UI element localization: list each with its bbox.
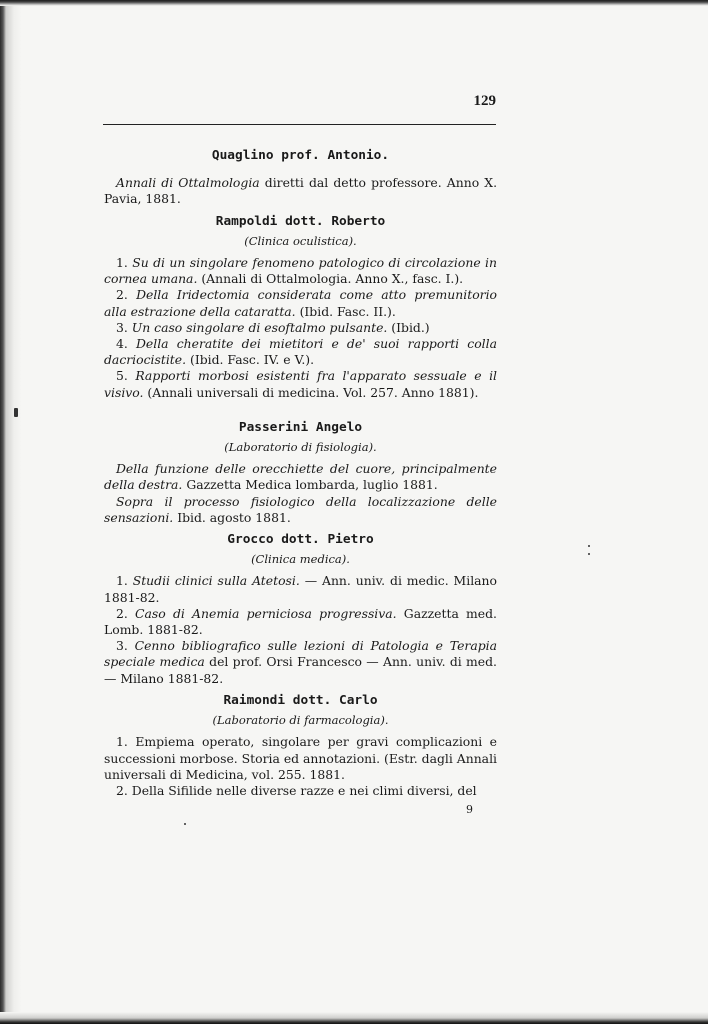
entry-rest: Gazzetta med. Lomb. 1881-82. bbox=[104, 605, 497, 638]
entry-number: 3. bbox=[116, 638, 135, 654]
bibliography-entry bbox=[104, 175, 497, 207]
section-quaglino bbox=[104, 148, 497, 208]
bibliography-entry bbox=[104, 494, 497, 526]
entry-title: Un caso singolare di esoftalmo pulsante. bbox=[131, 319, 388, 335]
entry-title: Rapporti morbosi esistenti fra l'apparato sessuale e il visivo. bbox=[104, 368, 497, 400]
entry-rest: diretti dal detto professore. Anno X. Pavia, 1881. bbox=[104, 175, 498, 207]
entry-rest: (Annali di Ottalmologia. Anno X., fasc. I.). bbox=[197, 271, 464, 287]
section-rampoldi bbox=[104, 214, 497, 401]
section-grocco bbox=[104, 532, 497, 687]
entry-title: Della Iridectomia considerata come atto premunitorio alla estrazione della cataratta. bbox=[104, 287, 497, 319]
entry-rest: (Annali universali di medicina. Vol. 257. Anno 1881). bbox=[143, 384, 479, 400]
ink-speck bbox=[14, 408, 18, 417]
ink-speck bbox=[588, 545, 590, 547]
section-heading: Quaglino prof. Antonio. bbox=[211, 148, 390, 163]
entry-number: 1. bbox=[116, 734, 136, 750]
bibliography-entry bbox=[104, 606, 497, 638]
entry-rest: Empiema operato, singolare per gravi complicazioni e successioni morbose. Storia ed annotazioni. (Estr. dagli Annali universali di Medicina, vol. 255. 1881. bbox=[104, 734, 498, 782]
entry-title: Cenno bibliografico sulle lezioni di Patologia e Terapia speciale medica bbox=[104, 638, 497, 670]
entry-title: Su di un singolare fenomeno patologico di circolazione in cornea umana. bbox=[104, 255, 497, 287]
bibliography-entry bbox=[104, 638, 497, 687]
bibliography-entry bbox=[104, 320, 497, 336]
bibliography-entry bbox=[104, 336, 497, 368]
entry-rest: — Ann. univ. di medic. Milano 1881-82. bbox=[104, 573, 497, 605]
bibliography-entry bbox=[104, 255, 497, 287]
entry-rest: (Ibid.) bbox=[387, 319, 430, 335]
entry-rest: del prof. Orsi Francesco — Ann. univ. di med. — Milano 1881-82. bbox=[104, 654, 498, 686]
section-heading: Rampoldi dott. Roberto bbox=[215, 213, 386, 229]
section-subtitle: (Laboratorio di farmacologia). bbox=[212, 713, 389, 728]
entry-rest: Ibid. agosto 1881. bbox=[173, 509, 291, 525]
entry-number: 5. bbox=[116, 368, 136, 384]
entry-title: Studii clinici sulla Atetosi. bbox=[132, 573, 300, 589]
bibliography-entry bbox=[104, 461, 497, 493]
section-heading: Grocco dott. Pietro bbox=[227, 532, 374, 548]
section-heading: Passerini Angelo bbox=[238, 419, 363, 435]
entry-title: Della cheratite dei mietitori e de' suoi rapporti colla dacriocistite. bbox=[104, 336, 498, 368]
ink-speck bbox=[184, 823, 186, 825]
bibliography-entry bbox=[104, 368, 497, 400]
entry-number: 2. bbox=[116, 287, 137, 303]
bibliography-entry bbox=[104, 734, 497, 783]
entry-title: Della funzione delle orecchiette del cuore, principalmente della destra. bbox=[104, 461, 497, 493]
entry-title: Annali di Ottalmologia bbox=[116, 175, 260, 191]
ink-speck bbox=[588, 553, 590, 555]
section-subtitle: (Clinica medica). bbox=[251, 552, 350, 567]
entry-rest: Gazzetta Medica lombarda, luglio 1881. bbox=[182, 477, 438, 493]
entry-number: 2. bbox=[116, 782, 132, 798]
section-passerini bbox=[104, 420, 497, 526]
entry-title: Sopra il processo fisiologico della localizzazione delle sensazioni. bbox=[104, 493, 497, 525]
bibliography-entry bbox=[104, 573, 497, 605]
page-content bbox=[104, 148, 497, 799]
entry-rest: (Ibid. Fasc. IV. e V.). bbox=[186, 352, 315, 368]
section-heading: Raimondi dott. Carlo bbox=[223, 692, 378, 708]
entry-number: 1. bbox=[116, 573, 133, 589]
entry-number: 1. bbox=[116, 255, 133, 271]
section-subtitle: (Laboratorio di fisiologia). bbox=[224, 440, 377, 455]
entry-number: 2. bbox=[116, 605, 136, 621]
signature-mark: 9 bbox=[466, 803, 473, 816]
entry-number: 3. bbox=[116, 319, 132, 335]
section-subtitle: (Clinica oculistica). bbox=[244, 233, 357, 248]
section-raimondi bbox=[104, 693, 497, 799]
entry-title: Caso di Anemia perniciosa progressiva. bbox=[135, 605, 397, 621]
header-rule bbox=[103, 124, 496, 125]
page-number: 129 bbox=[473, 93, 496, 109]
entry-rest: Della Sifilide nelle diverse razze e nei climi diversi, del bbox=[131, 782, 477, 798]
entry-rest: (Ibid. Fasc. II.). bbox=[295, 303, 396, 319]
entry-number: 4. bbox=[116, 336, 136, 352]
bibliography-entry bbox=[104, 783, 497, 799]
bibliography-entry bbox=[104, 287, 497, 319]
